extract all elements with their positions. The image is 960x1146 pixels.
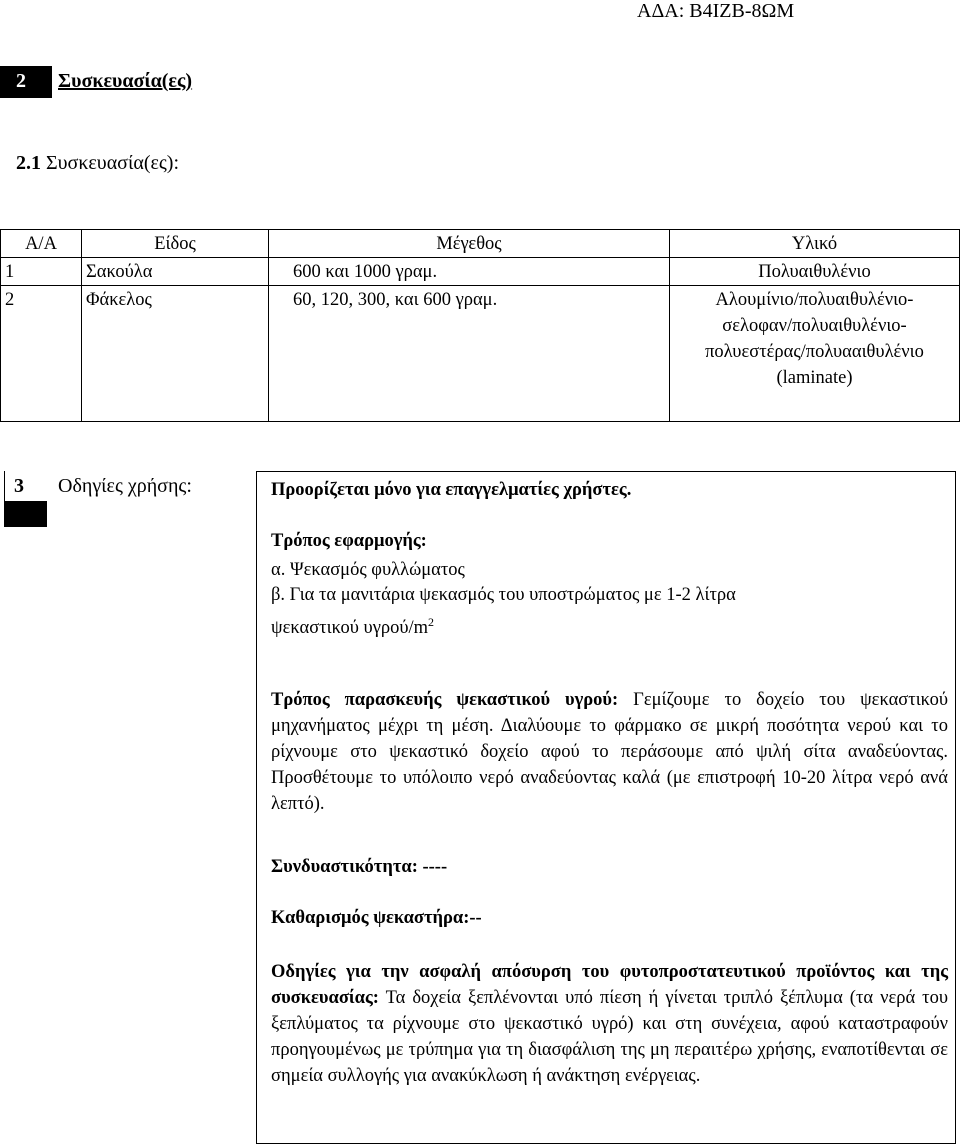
package-type: Φάκελος	[82, 286, 269, 422]
row-number: 1	[1, 258, 82, 286]
package-type: Σακούλα	[82, 258, 269, 286]
disposal-paragraph	[271, 959, 948, 1089]
column-header: Μέγεθος	[269, 230, 670, 258]
application-item: ψεκαστικού υγρού/$m^2$	[271, 615, 435, 639]
table-row	[1, 258, 960, 286]
column-header: Υλικό	[670, 230, 960, 258]
section-label: Οδηγίες χρήσης:	[58, 475, 192, 497]
preparation-paragraph	[271, 687, 948, 817]
compatibility: Συνδυαστικότητα: ----	[271, 857, 448, 877]
application-heading: Τρόπος εφαρμογής:	[271, 531, 427, 551]
package-size: 60, 120, 300, και 600 γραμ.	[269, 286, 670, 422]
package-size: 600 και 1000 γραμ.	[269, 258, 670, 286]
document-reference: ΑΔΑ: Β4ΙΖΒ-8ΩΜ	[637, 0, 795, 22]
package-material: Αλουμίνιο/πολυαιθυλένιο- σελοφαν/πολυαιθυλένιο- πολυεστέρας/πολυααιθυλένιο (laminate)	[670, 286, 960, 422]
disposal-text: Τα δοχεία ξεπλένονται υπό πίεση ή γίνεται τριπλό ξέπλυμα (τα νερά του ξεπλύματος τα ρίχνουμε στο ψεκαστικό υγρό) και στη συνέχεια, αφού καταστραφούν προηγουμένως με τρύπημα για τη διασφάλιση της μη περαιτέρω χρήσης, εναποτίθενται σε σημεία συλλογής για ανακύκλωση ή ανάκτηση ενέργειας.	[271, 988, 948, 1086]
subsection-title: Συσκευασία(ες):	[46, 152, 180, 174]
row-number: 2	[1, 286, 82, 422]
section-number-badge: 2	[0, 66, 52, 98]
preparation-heading: Τρόπος παρασκευής ψεκαστικού υγρού:	[271, 690, 619, 710]
section-number-badge: 3	[4, 471, 47, 527]
professional-use-note: Προορίζεται μόνο για επαγγελματίες χρήστες.	[271, 480, 632, 500]
table-row	[1, 286, 960, 422]
application-item: α. Ψεκασμός φυλλώματος	[271, 560, 465, 580]
subsection-number: 2.1	[16, 152, 41, 174]
disposal-heading: Οδηγίες για την ασφαλή απόσυρση του φυτοπροστατευτικού προϊόντος και της συσκευασίας:	[271, 962, 948, 1008]
subsection-2-1-heading	[16, 152, 179, 175]
sprayer-cleaning: Καθαρισμός ψεκαστήρα:--	[271, 908, 482, 928]
section-title: Συσκευασία(ες)	[58, 70, 193, 92]
package-material: Πολυαιθυλένιο	[670, 258, 960, 286]
column-header: Είδος	[82, 230, 269, 258]
column-header: Α/Α	[1, 230, 82, 258]
preparation-text: Γεμίζουμε το δοχείο του ψεκαστικού μηχανήματος μέχρι τη μέση. Διαλύουμε το φάρμακο σε μικρή ποσότητα νερού και το ρίχνουμε στο ψεκαστικό δοχείο αφού το περάσουμε από ψιλή σίτα αναδεύοντας. Προσθέτουμε το υπόλοιπο νερό αναδεύοντας καλά (με επιστροφή 10-20 λίτρα νερό ανά λεπτό).	[271, 690, 949, 814]
packaging-table	[0, 229, 960, 422]
table-header-row	[1, 230, 960, 258]
application-item: β. Για τα μανιτάρια ψεκασμός του υποστρώματος με 1-2 λίτρα	[271, 585, 736, 605]
